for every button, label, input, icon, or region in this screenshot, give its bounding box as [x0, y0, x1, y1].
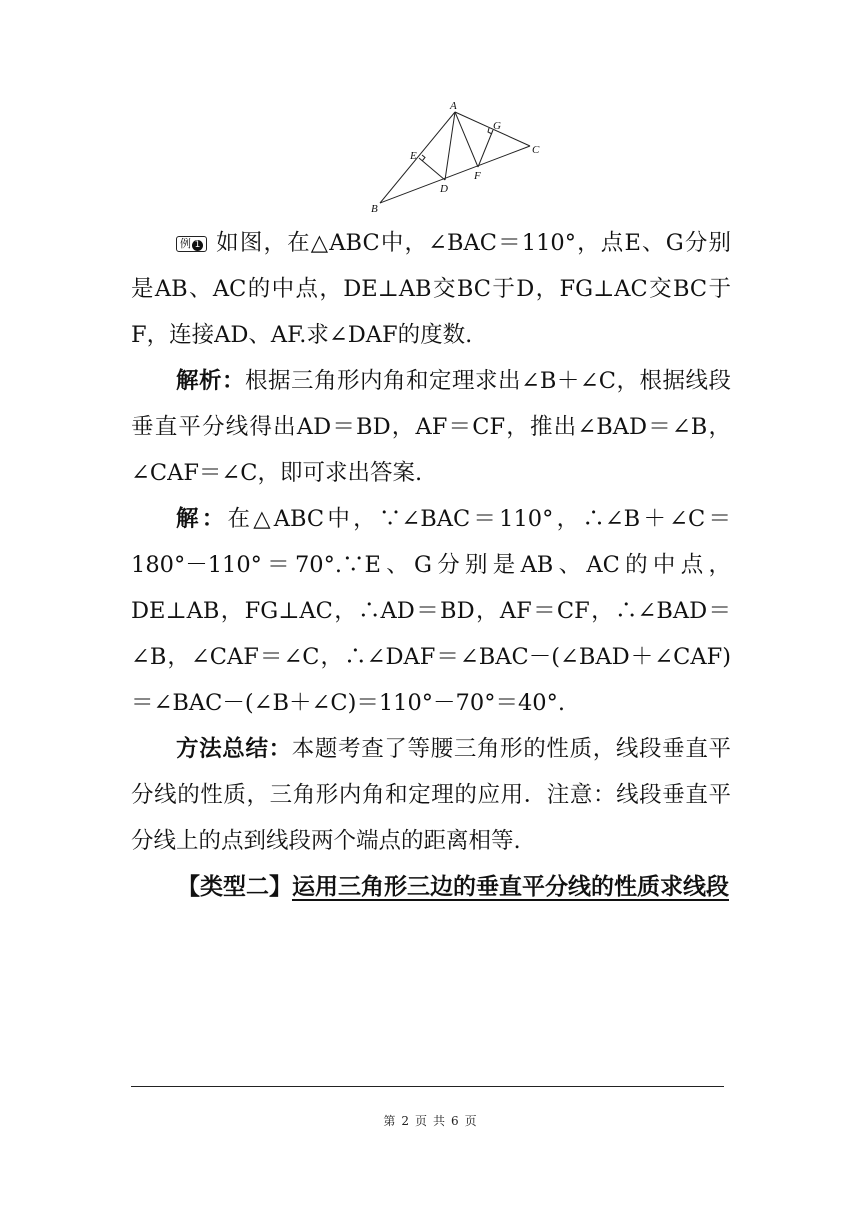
label-c: C [532, 144, 540, 156]
footer-total-pages: 6 [451, 1114, 459, 1128]
label-d: D [440, 183, 448, 195]
example-badge: 例 1 [176, 236, 207, 252]
summary-text: 本题考查了等腰三角形的性质，线段垂直平分线的性质，三角形内角和定理的应用．注意：线段垂直平分线上的点到线段两个端点的距离相等. [131, 736, 731, 854]
footer-divider [131, 1086, 724, 1087]
right-angle-e [422, 155, 425, 161]
footer-gong: 共 [433, 1114, 446, 1128]
analysis-text: 根据三角形内角和定理求出∠B＋∠C，根据线段垂直平分线得出AD＝BD，AF＝CF，推出∠BAD＝∠B，∠CAF＝∠C，即可求出答案. [131, 368, 731, 486]
label-f: F [474, 170, 481, 182]
analysis-paragraph [131, 358, 731, 496]
footer-di: 第 [383, 1114, 396, 1128]
analysis-label: 解析： [176, 368, 246, 394]
section-heading [131, 864, 731, 910]
summary-paragraph [131, 726, 731, 864]
label-b: B [371, 203, 378, 215]
solution-text: 在△ABC中，∵∠BAC＝110°，∴∠B＋∠C＝180°－110°＝70°.∵E、G分别是AB、AC的中点，DE⊥AB，FG⊥AC，∴AD＝BD，AF＝CF，∴∠BAD＝∠B，∠CAF＝∠C，∴∠DAF＝∠BAC－(∠BAD＋∠CAF)＝∠BAC－(∠B＋∠C)＝110°－70°＝40°. [131, 506, 731, 716]
summary-label: 方法总结： [176, 736, 292, 762]
label-g: G [493, 120, 501, 132]
side-bc [380, 146, 530, 203]
solution-paragraph [131, 496, 731, 726]
segment-af [455, 112, 478, 167]
document-body [131, 220, 731, 910]
solution-label: 解： [176, 506, 228, 532]
section-prefix: 【类型二】 [177, 874, 292, 900]
footer-page-number: 2 [401, 1114, 409, 1128]
segment-fg [478, 130, 493, 167]
footer-ye1: 页 [414, 1114, 427, 1128]
label-a: A [450, 100, 457, 112]
example-problem: 例 1 如图，在△ABC中，∠BAC＝110°，点E、G分别是AB、AC的中点，DE⊥AB交BC于D，FG⊥AC交BC于F，连接AD、AF.求∠DAF的度数. [131, 230, 731, 348]
footer-ye2: 页 [464, 1114, 477, 1128]
segment-de [419, 158, 445, 180]
page-footer [0, 1112, 860, 1129]
section-title: 运用三角形三边的垂直平分线的性质求线段 [292, 874, 729, 900]
triangle-figure [360, 100, 560, 220]
label-e: E [410, 150, 417, 162]
